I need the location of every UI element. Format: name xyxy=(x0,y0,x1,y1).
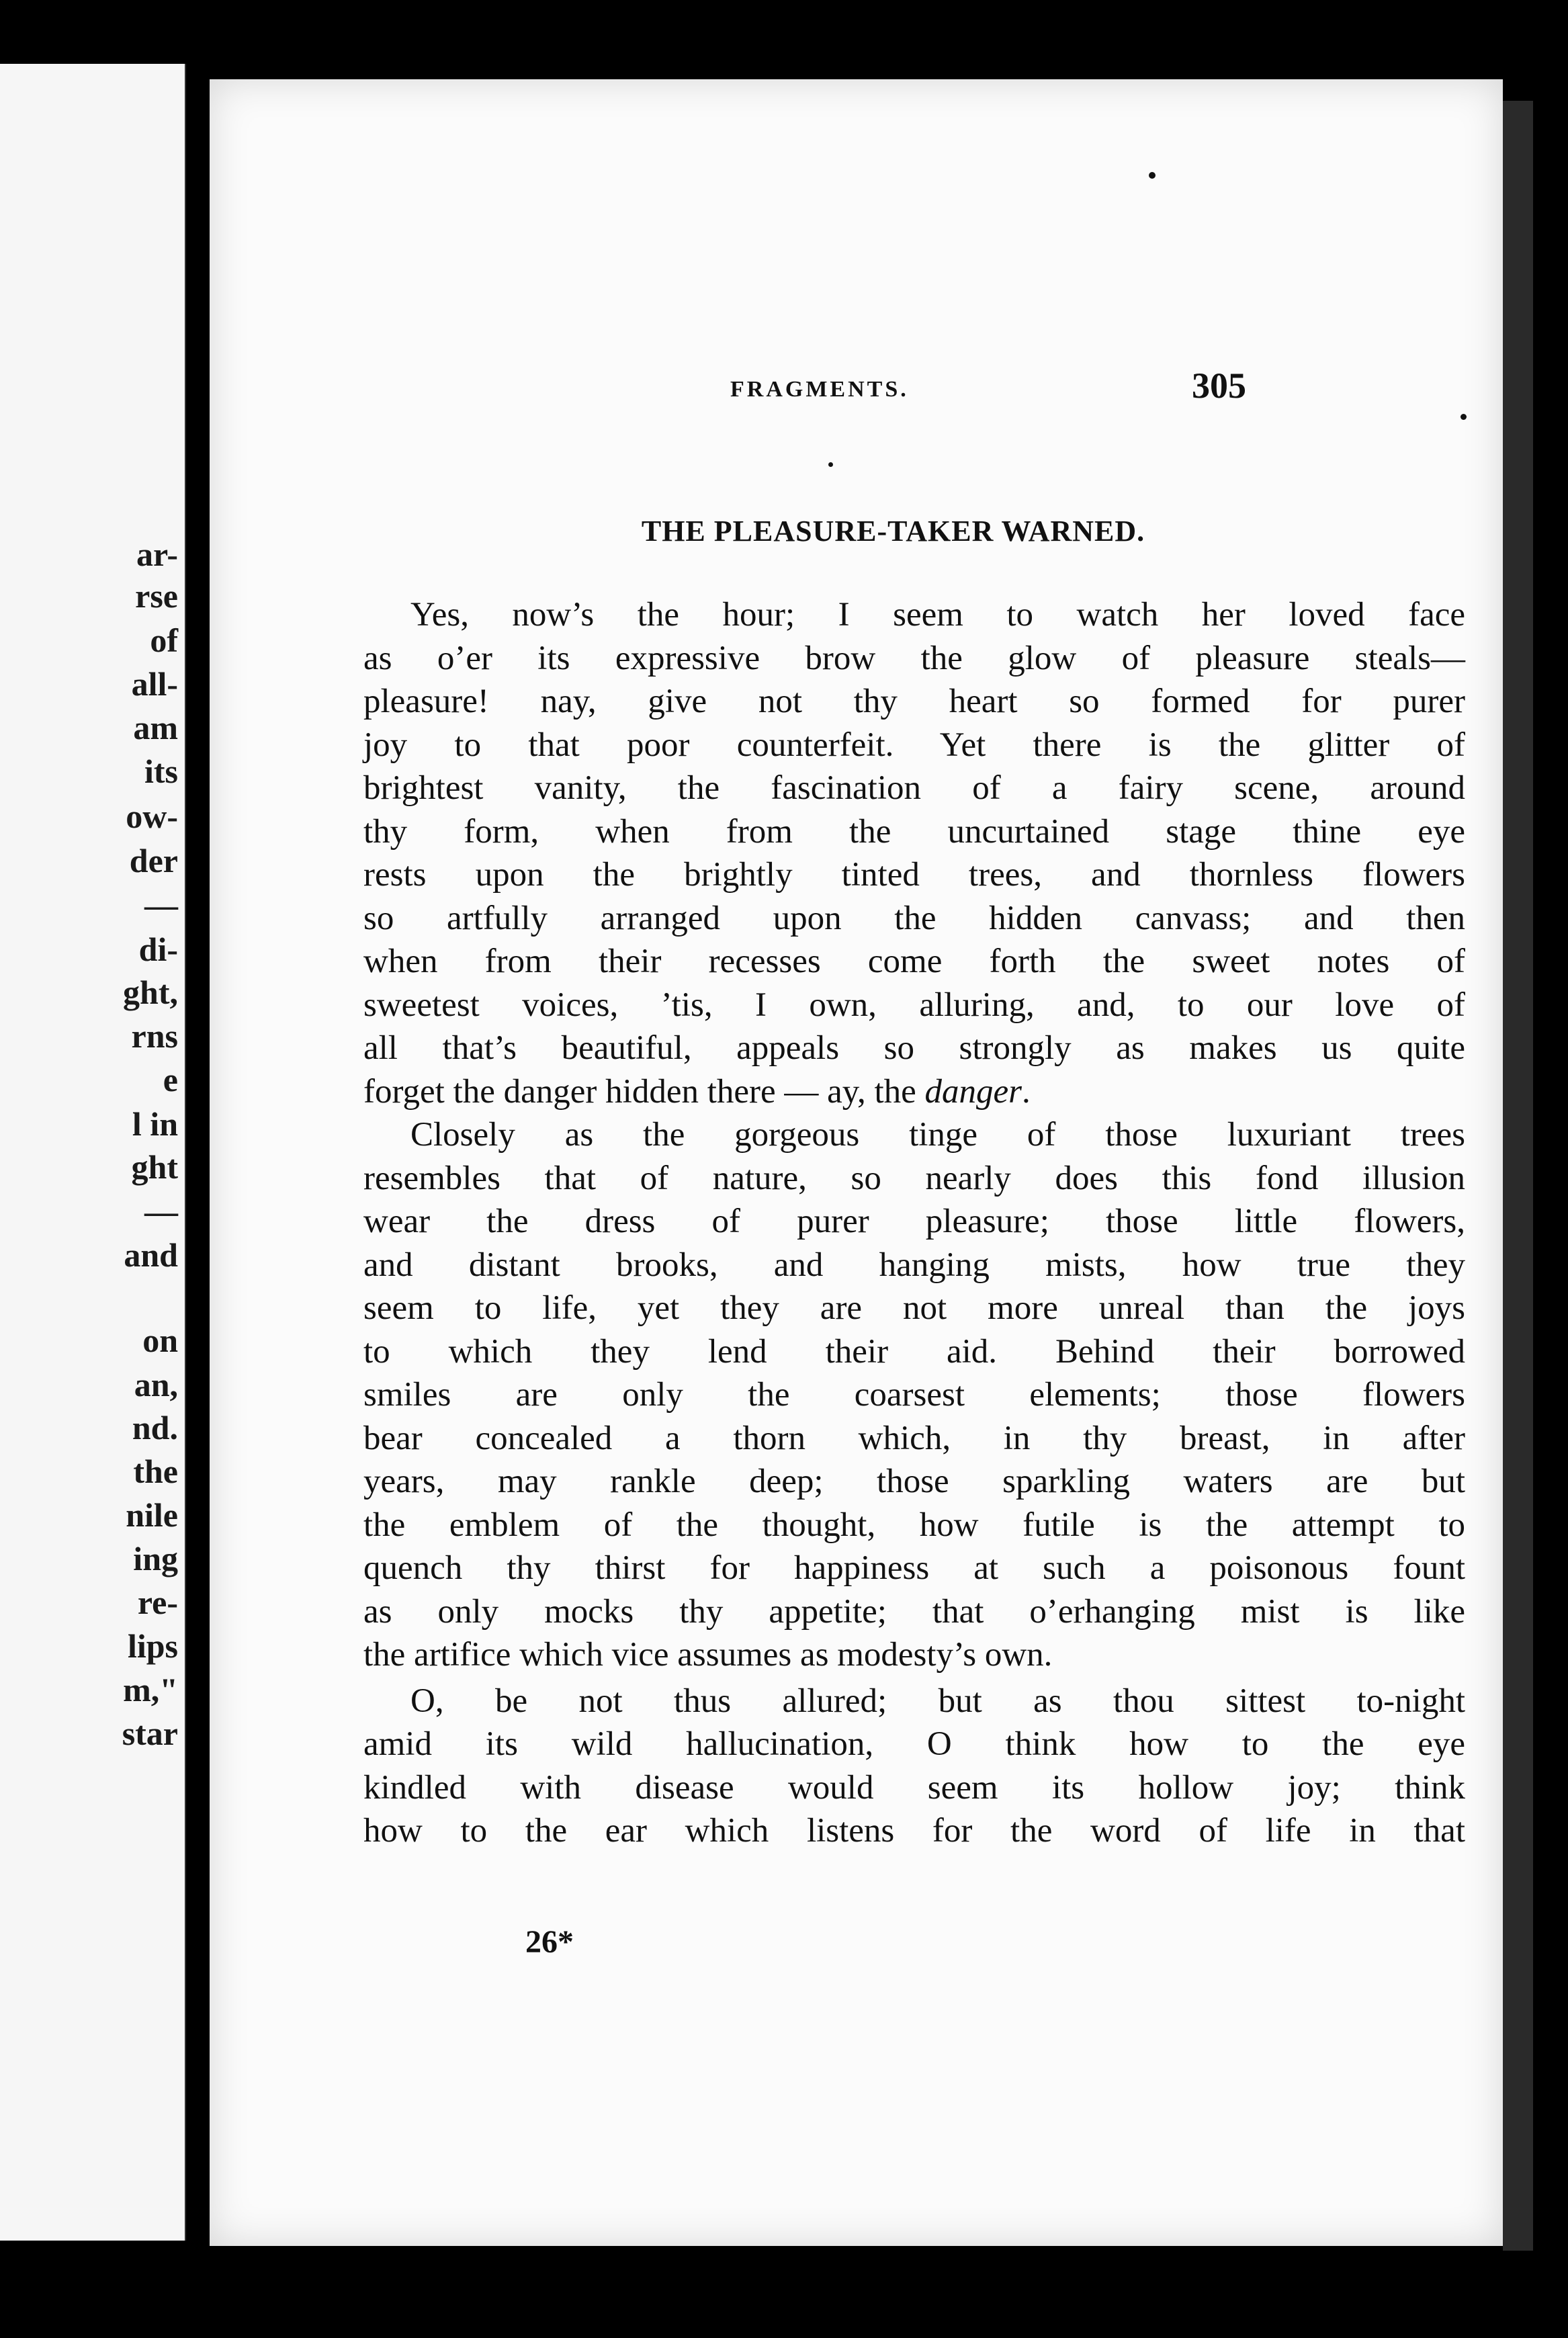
text-line: wear the dress of purer pleasure; those little flowers, xyxy=(363,1203,1465,1240)
left-page-text-fragment: rse xyxy=(135,577,178,615)
left-page-text-fragment: re- xyxy=(137,1584,178,1621)
left-page-text-fragment: ow- xyxy=(126,797,178,835)
left-page-text-fragment: — xyxy=(144,1193,178,1230)
left-page-text-fragment: am xyxy=(133,709,178,746)
text-line: the artifice which vice assumes as modesty’s own. xyxy=(363,1636,1053,1674)
text-line: years, may rankle deep; those sparkling waters are but xyxy=(363,1463,1465,1500)
left-page-text-fragment: l in xyxy=(132,1105,178,1143)
left-page-text-fragment: ar- xyxy=(136,535,178,573)
page-edge-shadow xyxy=(1503,101,1533,2251)
text-line: kindled with disease would seem its hollow joy; think xyxy=(363,1768,1465,1807)
page-number: 305 xyxy=(1192,365,1246,406)
left-page-text-fragment: on xyxy=(142,1322,178,1359)
left-page-text-fragment: lips xyxy=(127,1627,178,1665)
ink-speck xyxy=(1149,172,1156,179)
left-page-text-fragment: rns xyxy=(131,1017,178,1055)
left-page-text-fragment: star xyxy=(122,1715,178,1752)
text-line: Closely as the gorgeous tinge of those luxuriant trees xyxy=(410,1116,1465,1154)
left-page-text-fragment: di- xyxy=(138,930,178,968)
text-line: O, be not thus allured; but as thou sittest to-night xyxy=(410,1682,1465,1720)
text-line: Yes, now’s the hour; I seem to watch her loved face xyxy=(410,596,1465,634)
text-line: brightest vanity, the fascination of a fairy scene, around xyxy=(363,769,1465,807)
left-page-text-fragment: der xyxy=(129,842,178,879)
left-page-text-fragment: nile xyxy=(126,1496,178,1534)
text-line: pleasure! nay, give not thy heart so formed for purer xyxy=(363,683,1465,720)
text-line: so artfully arranged upon the hidden canvass; and then xyxy=(363,899,1465,937)
left-page-text-fragment: nd. xyxy=(132,1409,178,1446)
text-line: bear concealed a thorn which, in thy breast, in after xyxy=(363,1419,1465,1457)
left-page-text-fragment: ght, xyxy=(123,973,178,1011)
left-page-text-fragment: and xyxy=(124,1236,178,1274)
left-page-text-fragment: its xyxy=(144,752,178,790)
text-line: sweetest voices, ’tis, I own, alluring, and, to our love of xyxy=(363,986,1465,1024)
text-line: how to the ear which listens for the word of life in that xyxy=(363,1812,1465,1850)
text-line: as o’er its expressive brow the glow of pleasure steals— xyxy=(363,639,1465,677)
running-head-title: FRAGMENTS. xyxy=(730,377,909,402)
text-line: and distant brooks, and hanging mists, how true they xyxy=(363,1246,1465,1284)
ink-speck xyxy=(1461,414,1467,420)
body-text xyxy=(363,593,1465,1853)
text-line: quench thy thirst for happiness at such a poisonous fount xyxy=(363,1549,1465,1587)
text-line: as only mocks thy appetite; that o’erhanging mist is like xyxy=(363,1592,1465,1631)
left-page-text-fragment: an, xyxy=(134,1366,178,1403)
text-line: joy to that poor counterfeit. Yet there is the glitter of xyxy=(363,726,1465,764)
text-line: to which they lend their aid. Behind their borrowed xyxy=(363,1332,1465,1371)
left-page-fragment xyxy=(0,64,186,2241)
text-line: seem to life, yet they are not more unreal than the joys xyxy=(363,1289,1465,1327)
left-page-text-fragment: of xyxy=(150,621,178,659)
left-page-text-fragment: e xyxy=(163,1061,178,1098)
text-line: forget the danger hidden there — ay, the danger. xyxy=(363,1072,1031,1111)
signature-mark: 26* xyxy=(525,1924,574,1960)
chapter-title: THE PLEASURE-TAKER WARNED. xyxy=(641,515,1145,548)
running-head xyxy=(210,365,1503,419)
left-page-text-fragment: the xyxy=(133,1453,178,1490)
left-page-text-fragment: m," xyxy=(123,1671,178,1708)
text-line: rests upon the brightly tinted trees, and thornless flowers xyxy=(363,856,1465,894)
main-page xyxy=(210,79,1503,2246)
left-page-text-fragment: — xyxy=(144,886,178,924)
text-line: when from their recesses come forth the sweet notes of xyxy=(363,943,1465,980)
text-line: resembles that of nature, so nearly does this fond illusion xyxy=(363,1159,1465,1197)
text-line: smiles are only the coarsest elements; those flowers xyxy=(363,1376,1465,1414)
left-page-text-fragment: ght xyxy=(131,1148,178,1186)
text-line: amid its wild hallucination, O think how to the eye xyxy=(363,1725,1465,1763)
ink-speck xyxy=(828,462,833,467)
text-line: all that’s beautiful, appeals so strongly as makes us quite xyxy=(363,1029,1465,1067)
text-line: the emblem of the thought, how futile is the attempt to xyxy=(363,1506,1465,1544)
text-line: thy form, when from the uncurtained stage thine eye xyxy=(363,812,1465,851)
left-page-text-fragment: all- xyxy=(131,665,178,703)
left-page-text-fragment: ing xyxy=(133,1540,178,1577)
